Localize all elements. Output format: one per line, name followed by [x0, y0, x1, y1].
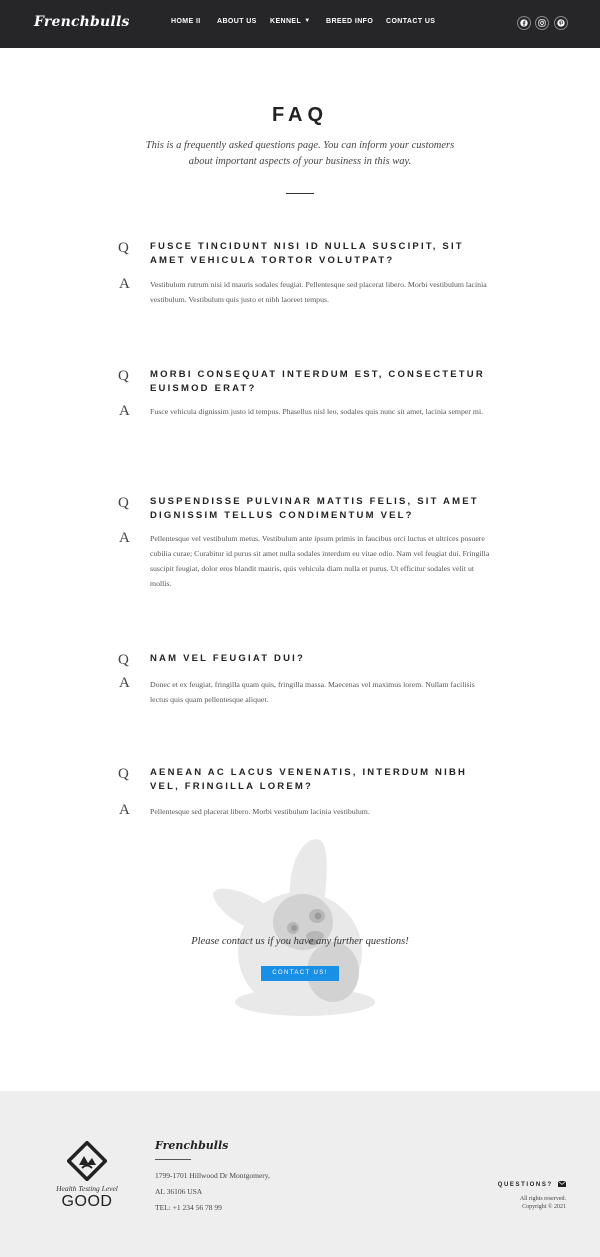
- nav-item-kennel-label: KENNEL: [270, 18, 302, 25]
- faq-answer: Vestibulum rutrum nisi id mauris sodales feugiat. Pellentesque sed placerat libero. Morbi vestibulum lacinia vestibulum. Vestibulum quis justo et nibh laoreet tempus.: [150, 280, 487, 304]
- rights-reserved: All rights reserved.: [519, 1196, 566, 1202]
- nav-item-contact-us[interactable]: CONTACT US: [386, 18, 436, 25]
- french-bulldog-image: [205, 832, 395, 1022]
- question-marker: Q: [118, 495, 129, 511]
- answer-marker: A: [119, 675, 130, 691]
- contact-us-button[interactable]: CONTACT US!: [261, 966, 339, 981]
- footer-questions-link[interactable]: [498, 1181, 566, 1188]
- faq-question: FUSCE TINCIDUNT NISI ID NULLA SUSCIPIT, SIT AMET VEHICULA TORTOR VOLUTPAT?: [150, 241, 464, 266]
- nav-item-home-ii[interactable]: HOME II: [171, 18, 201, 25]
- questions-label: QUESTIONS?: [497, 1182, 553, 1188]
- faq-answer: Pellentesque vel vestibulum metus. Vestibulum ante ipsum primis in faucibus orci luctus et ultrices posuere cubilia curae; Curabitur id purus sit amet nulla sodales interdum eu vitae odio. Nam vel feugiat dui. Fringilla suscipit feugiat, dolor eros blandit mauris, quis vehicula diam nulla et purus. Ut efficitur sodales velit ut mollis.: [150, 534, 490, 588]
- footer-copyright: [406, 1195, 566, 1211]
- instagram-icon[interactable]: [535, 16, 549, 30]
- answer-marker: A: [119, 276, 130, 292]
- faq-answer: Pellentesque sed placerat libero. Morbi vestibulum lacinia vestibulum.: [150, 807, 370, 816]
- site-logo[interactable]: Frenchbulls: [34, 14, 130, 30]
- badge-level: GOOD: [61, 1193, 113, 1210]
- question-marker: Q: [118, 240, 129, 256]
- faq-item: [118, 652, 490, 712]
- question-marker: Q: [118, 766, 129, 782]
- site-header: [0, 0, 600, 48]
- answer-marker: A: [119, 802, 130, 818]
- badge-label: Health Testing Level: [56, 1184, 118, 1193]
- page-subtitle: This is a frequently asked questions page. You can inform your customers about important aspects of your business in this way.: [145, 140, 455, 167]
- faq-answer: Donec et ex feugiat, fringilla quam quis, fringilla massa. Maecenas vel maximus lorem. Nullam facilisis lectus quis quam pellentesque aliquet.: [150, 680, 475, 704]
- faq-question: MORBI CONSEQUAT INTERDUM EST, CONSECTETUR EUISMOD ERAT?: [150, 369, 485, 394]
- page-title: FAQ: [271, 104, 329, 126]
- faq-question: NAM VEL FEUGIAT DUI?: [150, 653, 306, 664]
- faq-answer: Fusce vehicula dignissim justo id tempus. Phasellus nisl leo, sodales quis nunc sit amet, lacinia semper mi.: [150, 407, 484, 416]
- question-marker: Q: [118, 652, 129, 668]
- site-footer: [0, 1091, 600, 1257]
- copyright-text: Copyright © 2021: [522, 1204, 566, 1210]
- faq-item: [118, 766, 490, 826]
- faq-item: [118, 240, 490, 310]
- answer-marker: A: [119, 530, 130, 546]
- address-line-2: AL 36106 USA: [155, 1187, 203, 1196]
- nav-item-breed-info[interactable]: BREED INFO: [326, 18, 374, 25]
- nav-item-kennel[interactable]: [270, 18, 311, 25]
- faq-question: SUSPENDISSE PULVINAR MATTIS FELIS, SIT AMET DIGNISSIM TELLUS CONDIMENTUM VEL?: [150, 496, 479, 521]
- faq-item: [118, 495, 490, 595]
- address-line-1: 1799-1701 Hillwood Dr Montgomery,: [155, 1171, 270, 1180]
- footer-divider: [155, 1159, 191, 1160]
- answer-marker: A: [119, 403, 130, 419]
- footer-address: [155, 1168, 270, 1216]
- nav-item-about-us[interactable]: ABOUT US: [217, 18, 257, 25]
- diamond-badge-icon: [67, 1141, 107, 1181]
- footer-logo[interactable]: Frenchbulls: [155, 1139, 229, 1152]
- health-testing-badge: [47, 1141, 127, 1211]
- pinterest-icon[interactable]: [554, 16, 568, 30]
- contact-prompt: Please contact us if you have any further questions!: [191, 936, 409, 947]
- chevron-down-icon: ▼: [304, 18, 311, 24]
- faq-question: AENEAN AC LACUS VENENATIS, INTERDUM NIBH VEL, FRINGILLA LOREM?: [150, 767, 468, 792]
- title-divider: [286, 193, 314, 194]
- phone-number[interactable]: TEL: +1 234 56 78 99: [155, 1203, 222, 1212]
- envelope-icon: [558, 1181, 566, 1187]
- question-marker: Q: [118, 368, 129, 384]
- main-nav: [0, 18, 600, 32]
- facebook-icon[interactable]: [517, 16, 531, 30]
- faq-item: [118, 368, 490, 438]
